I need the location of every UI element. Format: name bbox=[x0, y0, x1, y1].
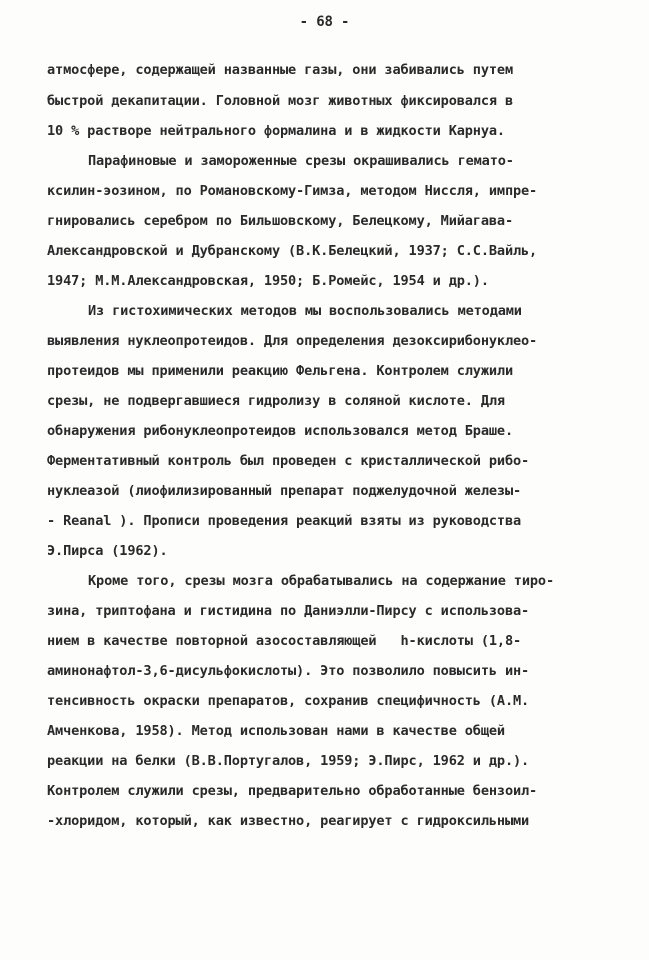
text-line: ксилин-эозином, по Романовскому-Гимза, методом Ниссля, импре- bbox=[47, 183, 538, 199]
text-line: атмосфере, содержащей названные газы, они забивались путем bbox=[47, 62, 513, 78]
page-number: - 68 - bbox=[299, 14, 350, 30]
text-line: Кроме того, срезы мозга обрабатывались на содержание тиро- bbox=[88, 573, 554, 589]
text-line: Контролем служили срезы, предварительно обработанные бензоил- bbox=[47, 783, 538, 799]
text-line: срезы, не подвергавшиеся гидролизу в соляной кислоте. Для bbox=[47, 393, 505, 409]
text-line: быстрой декапитации. Головной мозг животных фиксировался в bbox=[47, 93, 513, 109]
text-line: зина, триптофана и гистидина по Даниэлли-Пирсу с использова- bbox=[47, 603, 530, 619]
text-line: Э.Пирса (1962). bbox=[47, 543, 168, 559]
text-line: 1947; М.М.Александровская, 1950; Б.Ромейс, 1954 и др.). bbox=[47, 273, 489, 289]
text-line: Из гистохимических методов мы воспользовались методами bbox=[88, 303, 522, 319]
text-line: реакции на белки (В.В.Португалов, 1959; Э.Пирс, 1962 и др.). bbox=[47, 753, 530, 769]
text-line: Парафиновые и замороженные срезы окрашивались гемато- bbox=[88, 153, 514, 169]
text-line: Александровской и Дубранскому (В.К.Белецкий, 1937; С.С.Вайль, bbox=[47, 243, 538, 259]
text-line: тенсивность окраски препаратов, сохранив специфичность (А.М. bbox=[47, 693, 530, 709]
text-line: 10 % растворе нейтрального формалина и в жидкости Карнуа. bbox=[47, 123, 505, 139]
text-line: Ферментативный контроль был проведен с кристаллической рибо- bbox=[47, 453, 530, 469]
text-line: нуклеазой (лиофилизированный препарат поджелудочной железы- bbox=[47, 483, 522, 499]
text-line: нием в качестве повторной азосоставляющей h-кислоты (1,8- bbox=[47, 633, 522, 649]
text-line: выявления нуклеопротеидов. Для определения дезоксирибонуклео- bbox=[47, 333, 538, 349]
text-line: протеидов мы применили реакцию Фельгена. Контролем служили bbox=[47, 363, 513, 379]
text-line: Амченкова, 1958). Метод использован нами в качестве общей bbox=[47, 723, 505, 739]
text-line: гнировались серебром по Бильшовскому, Белецкому, Мийагава- bbox=[47, 213, 513, 229]
text-line: обнаружения рибонуклеопротеидов использовался метод Браше. bbox=[47, 423, 513, 439]
text-line: аминонафтол-3,6-дисульфокислоты). Это позволило повысить ин- bbox=[47, 663, 530, 679]
text-line: - Reanal ). Прописи проведения реакций взяты из руководства bbox=[47, 513, 522, 529]
text-line: -хлоридом, который, как известно, реагирует с гидроксильными bbox=[47, 813, 530, 829]
